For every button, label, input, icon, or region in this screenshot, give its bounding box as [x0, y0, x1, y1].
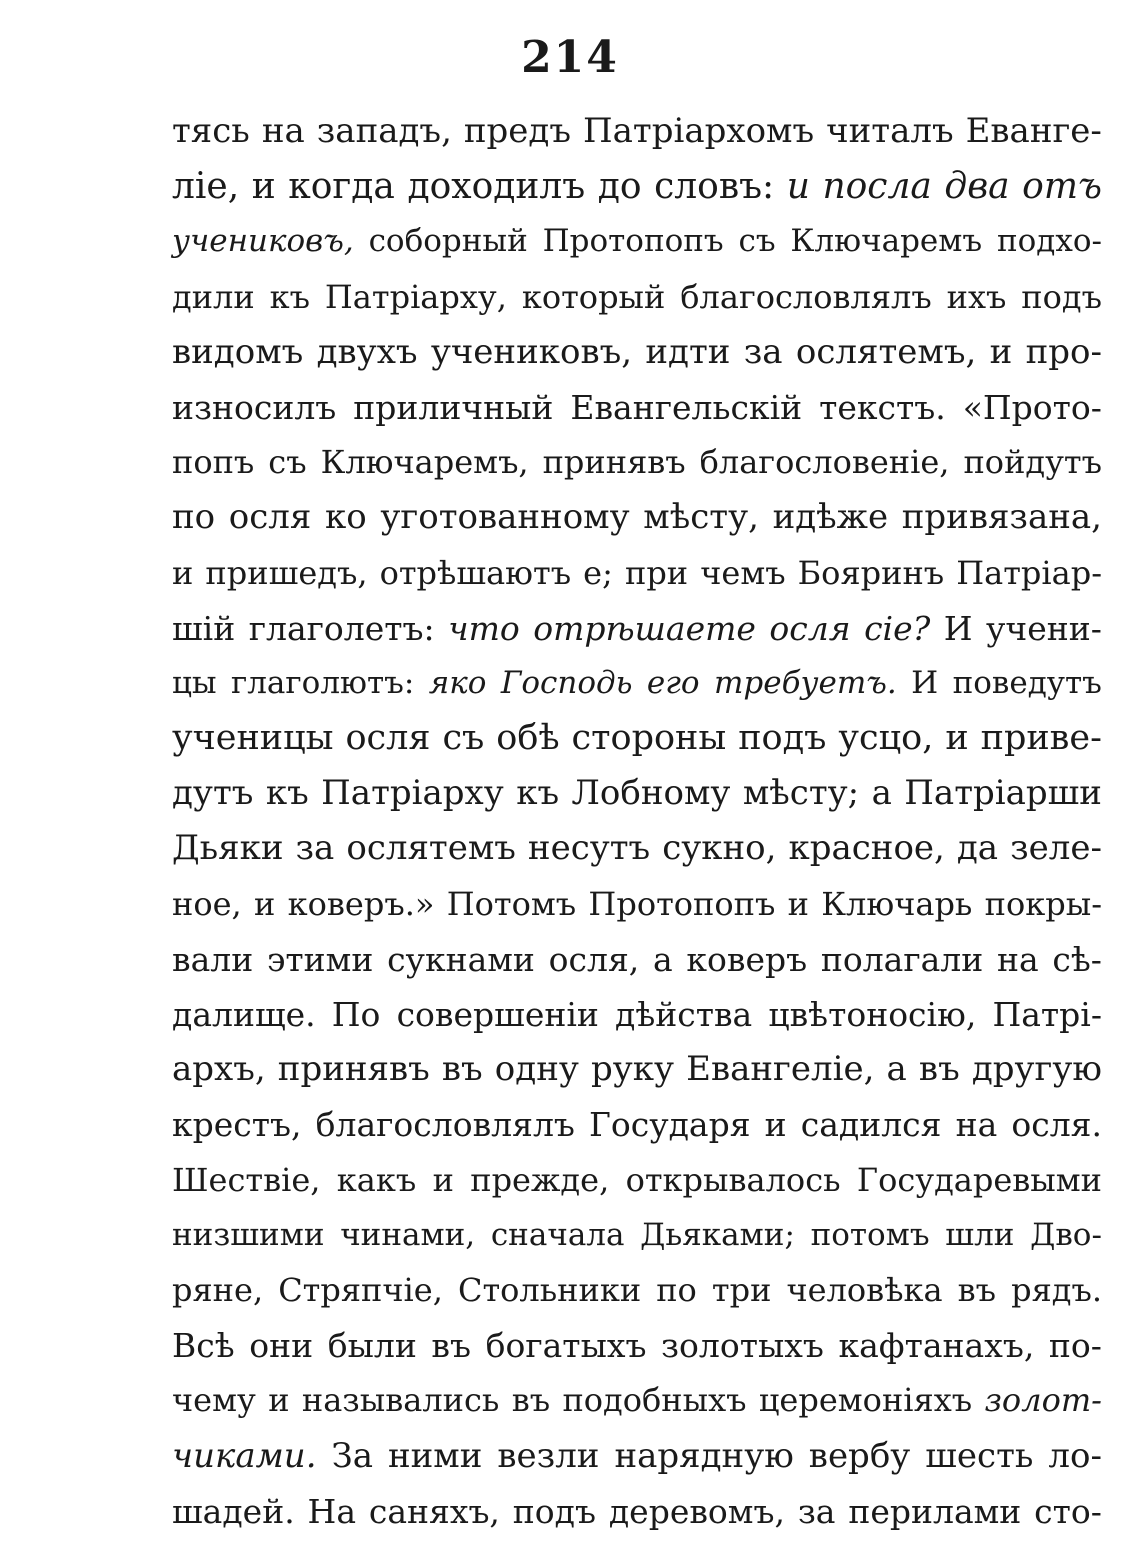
text-word: Стольники: [457, 1270, 642, 1309]
text-word: западъ,: [316, 111, 452, 151]
text-word: а: [886, 1049, 907, 1090]
text-word: отрѣшаютъ: [379, 553, 572, 592]
text-word: Протопопъ: [588, 884, 776, 923]
text-word: въ: [441, 1049, 483, 1090]
text-word: за: [797, 1491, 836, 1531]
body-text: [172, 104, 1102, 1539]
text-word: дѣйства: [615, 995, 753, 1034]
text-word: одну: [494, 1049, 579, 1090]
text-word: идѣже: [772, 497, 889, 538]
text-word: чинами,: [340, 1216, 476, 1253]
text-word: нарядную: [614, 1435, 794, 1476]
text-word: деревомъ,: [608, 1491, 785, 1531]
text-word: когда: [288, 166, 395, 208]
text-word: Патріархомъ: [583, 111, 815, 151]
text-word: осля,: [548, 939, 640, 979]
text-word: его: [646, 664, 700, 701]
text-word: и: [254, 884, 276, 923]
text-word: про-: [1025, 331, 1102, 372]
text-line: [172, 1208, 1102, 1263]
text-word: а: [652, 939, 673, 979]
text-word: дили: [172, 277, 255, 316]
text-word: пришедъ,: [205, 553, 368, 592]
text-word: Дьяками;: [640, 1216, 795, 1253]
text-word: сукнами: [387, 939, 535, 979]
text-word: руку: [591, 1049, 675, 1090]
text-word: при: [624, 553, 689, 592]
text-word: видомъ: [172, 331, 304, 372]
text-line: [172, 877, 1102, 932]
text-word: Государя: [589, 1105, 751, 1145]
text-word: Дьяки: [172, 828, 284, 869]
text-word: съ: [268, 443, 307, 482]
text-word: осля: [769, 608, 851, 648]
text-word: За: [331, 1435, 373, 1476]
text-word: а: [871, 773, 892, 814]
text-word: до: [597, 166, 642, 208]
text-line: [172, 711, 1102, 766]
text-word: приличный: [353, 387, 554, 427]
text-word: «Прото-: [962, 387, 1102, 427]
text-word: Ключарь: [821, 884, 973, 923]
text-word: по: [656, 1270, 697, 1309]
text-word: за: [295, 828, 335, 869]
text-word: они: [249, 1326, 314, 1366]
text-word: Еванге-: [965, 111, 1102, 151]
text-line: [172, 932, 1102, 987]
text-word: архъ,: [172, 1049, 266, 1090]
text-word: поведутъ: [952, 664, 1102, 701]
text-word: чему: [172, 1381, 256, 1420]
text-word: съ: [442, 718, 485, 759]
text-word: осля: [345, 718, 431, 759]
text-word: И: [943, 608, 973, 648]
text-word: благословеніе,: [699, 443, 950, 482]
text-word: рядъ.: [1011, 1270, 1102, 1309]
text-word: глаголетъ:: [248, 608, 435, 648]
text-word: Шествіе,: [172, 1160, 321, 1199]
text-word: и: [251, 166, 276, 208]
text-word: чемъ: [700, 553, 786, 592]
text-word: На: [307, 1491, 356, 1531]
text-word: везли: [497, 1435, 600, 1476]
text-word: благословлялъ: [680, 277, 932, 316]
text-word: усцо,: [838, 718, 934, 759]
text-word: этими: [266, 939, 374, 979]
text-word: и: [432, 1160, 454, 1199]
text-line: [172, 159, 1102, 214]
text-word: е;: [583, 553, 613, 592]
text-word: прежде,: [470, 1160, 610, 1199]
text-word: совершеніи: [396, 995, 599, 1034]
text-word: чиками.: [172, 1435, 317, 1476]
text-word: привязана,: [901, 497, 1102, 538]
text-word: уготованному: [380, 497, 630, 538]
text-word: который: [521, 277, 666, 316]
text-line: [172, 325, 1102, 380]
text-word: Бояринъ: [797, 553, 945, 592]
text-word: въ: [431, 1326, 471, 1366]
text-word: въ: [957, 1270, 997, 1309]
text-line: [172, 1373, 1102, 1428]
text-word: Патрі-: [992, 995, 1102, 1034]
text-word: обѣ: [496, 718, 560, 759]
text-word: саняхъ,: [368, 1491, 500, 1531]
text-line: [172, 987, 1102, 1042]
text-line: [172, 656, 1102, 711]
text-word: и: [787, 884, 809, 923]
text-word: ліе,: [172, 166, 240, 208]
text-word: подобныхъ: [562, 1381, 747, 1420]
text-word: и: [786, 166, 810, 208]
text-line: [172, 380, 1102, 435]
text-word: сто-: [1034, 1491, 1102, 1531]
text-word: доходилъ: [407, 166, 586, 208]
text-word: Евангеліе,: [686, 1049, 875, 1090]
text-word: стороны: [571, 718, 727, 759]
text-word: цвѣтоносію,: [768, 995, 977, 1034]
text-line: [172, 1429, 1102, 1484]
text-line: [172, 270, 1102, 325]
text-word: мѣсту;: [742, 773, 860, 814]
text-line: [172, 214, 1102, 269]
text-word: коверъ: [686, 939, 808, 979]
text-word: человѣка: [786, 1270, 943, 1309]
text-word: съ: [738, 223, 776, 260]
text-word: зеле-: [1010, 828, 1102, 869]
text-word: другую: [971, 1049, 1102, 1090]
text-word: что: [448, 608, 520, 648]
text-line: [172, 490, 1102, 545]
text-line: [172, 601, 1102, 656]
text-word: словъ:: [654, 166, 775, 208]
text-word: Господь: [500, 664, 633, 701]
text-word: ко: [325, 497, 367, 538]
text-word: перилами: [848, 1491, 1022, 1531]
text-word: шадей.: [172, 1491, 295, 1531]
text-line: [172, 766, 1102, 821]
text-word: и: [989, 331, 1013, 372]
text-line: [172, 546, 1102, 601]
text-word: Патріар-: [956, 553, 1102, 592]
text-word: подъ: [738, 718, 827, 759]
text-line: [172, 1318, 1102, 1373]
text-word: и: [172, 553, 194, 592]
text-word: ихъ: [946, 277, 1007, 316]
text-word: осля.: [1011, 1105, 1102, 1145]
text-word: вербу: [808, 1435, 911, 1476]
text-word: коверъ.»: [287, 884, 435, 923]
page-number: 214: [521, 32, 619, 83]
text-word: учениковъ,: [430, 331, 633, 372]
text-line: [172, 1042, 1102, 1097]
text-word: золотыхъ: [661, 1326, 824, 1366]
text-word: Патріарху: [321, 773, 504, 814]
text-word: тясь: [172, 111, 250, 151]
text-line: [172, 1263, 1102, 1318]
text-word: низшими: [172, 1216, 325, 1253]
text-word: ряне,: [172, 1270, 264, 1309]
text-word: и: [764, 1105, 787, 1145]
text-word: требуетъ.: [714, 664, 897, 701]
text-word: И: [911, 664, 939, 701]
text-word: къ: [265, 773, 309, 814]
text-word: благословлялъ: [315, 1105, 575, 1145]
text-word: золот-: [984, 1381, 1102, 1420]
text-word: отрѣшаете: [533, 608, 756, 648]
text-word: дутъ: [172, 773, 254, 814]
text-word: учениковъ,: [172, 223, 354, 260]
text-word: подхо-: [996, 223, 1102, 260]
text-word: къ: [269, 277, 310, 316]
text-word: и: [945, 718, 969, 759]
text-word: были: [327, 1326, 417, 1366]
text-line: [172, 1153, 1102, 1208]
text-word: ними: [387, 1435, 483, 1476]
text-word: цы: [172, 664, 217, 701]
text-word: Лобному: [571, 773, 731, 814]
text-word: назывались: [301, 1381, 500, 1420]
text-word: Потомъ: [446, 884, 577, 923]
text-word: церемоніяхъ: [758, 1381, 973, 1420]
text-word: и: [268, 1381, 290, 1420]
text-word: осля: [228, 497, 312, 538]
text-word: Стряпчіе,: [278, 1270, 443, 1309]
text-word: сѣ-: [1052, 939, 1102, 979]
text-word: Патріарху,: [324, 277, 507, 316]
text-word: далище.: [172, 995, 316, 1034]
text-word: сіе?: [864, 608, 931, 648]
text-word: подъ: [1021, 277, 1102, 316]
text-line: [172, 821, 1102, 876]
text-word: двухъ: [316, 331, 418, 372]
text-word: принявъ: [277, 1049, 430, 1090]
text-word: открывалось: [625, 1160, 841, 1199]
text-word: шесть: [925, 1435, 1034, 1476]
text-word: покры-: [984, 884, 1102, 923]
text-word: полагали: [820, 939, 984, 979]
text-line: [172, 104, 1102, 159]
text-word: да: [956, 828, 999, 869]
text-word: приве-: [980, 718, 1102, 759]
text-word: Ключаремъ,: [320, 443, 529, 482]
text-word: по: [172, 497, 216, 538]
text-word: принявъ: [542, 443, 686, 482]
text-word: несутъ: [527, 828, 651, 869]
text-word: Всѣ: [172, 1326, 235, 1366]
text-word: шій: [172, 608, 236, 648]
text-word: два: [944, 166, 1010, 208]
text-word: пойдутъ: [963, 443, 1102, 482]
text-line: [172, 1097, 1102, 1152]
text-word: къ: [516, 773, 560, 814]
text-word: По: [331, 995, 381, 1034]
text-word: Ключаремъ: [790, 223, 983, 260]
text-word: отъ: [1022, 166, 1102, 208]
text-word: сукно,: [662, 828, 777, 869]
text-word: на: [996, 939, 1039, 979]
text-word: на: [955, 1105, 998, 1145]
text-word: учени-: [986, 608, 1102, 648]
text-word: идти: [645, 331, 731, 372]
text-word: шли: [945, 1216, 1015, 1253]
text-word: красное,: [788, 828, 945, 869]
text-word: ученицы: [172, 718, 334, 759]
text-word: кафтанахъ,: [838, 1326, 1035, 1366]
text-word: ослятемъ: [346, 828, 516, 869]
text-word: садился: [800, 1105, 942, 1145]
text-word: какъ: [336, 1160, 417, 1199]
text-word: Евангельскій: [570, 387, 803, 427]
text-word: ное,: [172, 884, 242, 923]
text-word: Протопопъ: [542, 223, 724, 260]
text-word: Патріарши: [904, 773, 1102, 814]
text-line: [172, 435, 1102, 490]
text-word: износилъ: [172, 387, 337, 427]
text-word: въ: [511, 1381, 551, 1420]
text-word: попъ: [172, 443, 255, 482]
text-word: глаголютъ:: [231, 664, 415, 701]
text-word: за: [743, 331, 783, 372]
text-word: по-: [1048, 1326, 1102, 1366]
text-word: ослятемъ,: [795, 331, 977, 372]
text-word: читалъ: [826, 111, 954, 151]
text-word: сначала: [490, 1216, 625, 1253]
text-word: въ: [918, 1049, 960, 1090]
text-word: текстъ.: [819, 387, 946, 427]
text-word: на: [261, 111, 305, 151]
text-word: подъ: [512, 1491, 596, 1531]
text-word: вали: [172, 939, 254, 979]
text-word: Дво-: [1030, 1216, 1102, 1253]
text-word: богатыхъ: [485, 1326, 647, 1366]
text-word: крестъ,: [172, 1105, 302, 1145]
text-word: предъ: [463, 111, 571, 151]
text-word: потомъ: [810, 1216, 930, 1253]
text-line: [172, 1484, 1102, 1539]
text-word: яко: [428, 664, 487, 701]
text-word: соборный: [368, 223, 528, 260]
text-word: Государевыми: [856, 1160, 1102, 1199]
text-word: мѣсту,: [643, 497, 759, 538]
text-word: ло-: [1048, 1435, 1102, 1476]
text-word: три: [711, 1270, 772, 1309]
text-word: посла: [822, 166, 932, 208]
